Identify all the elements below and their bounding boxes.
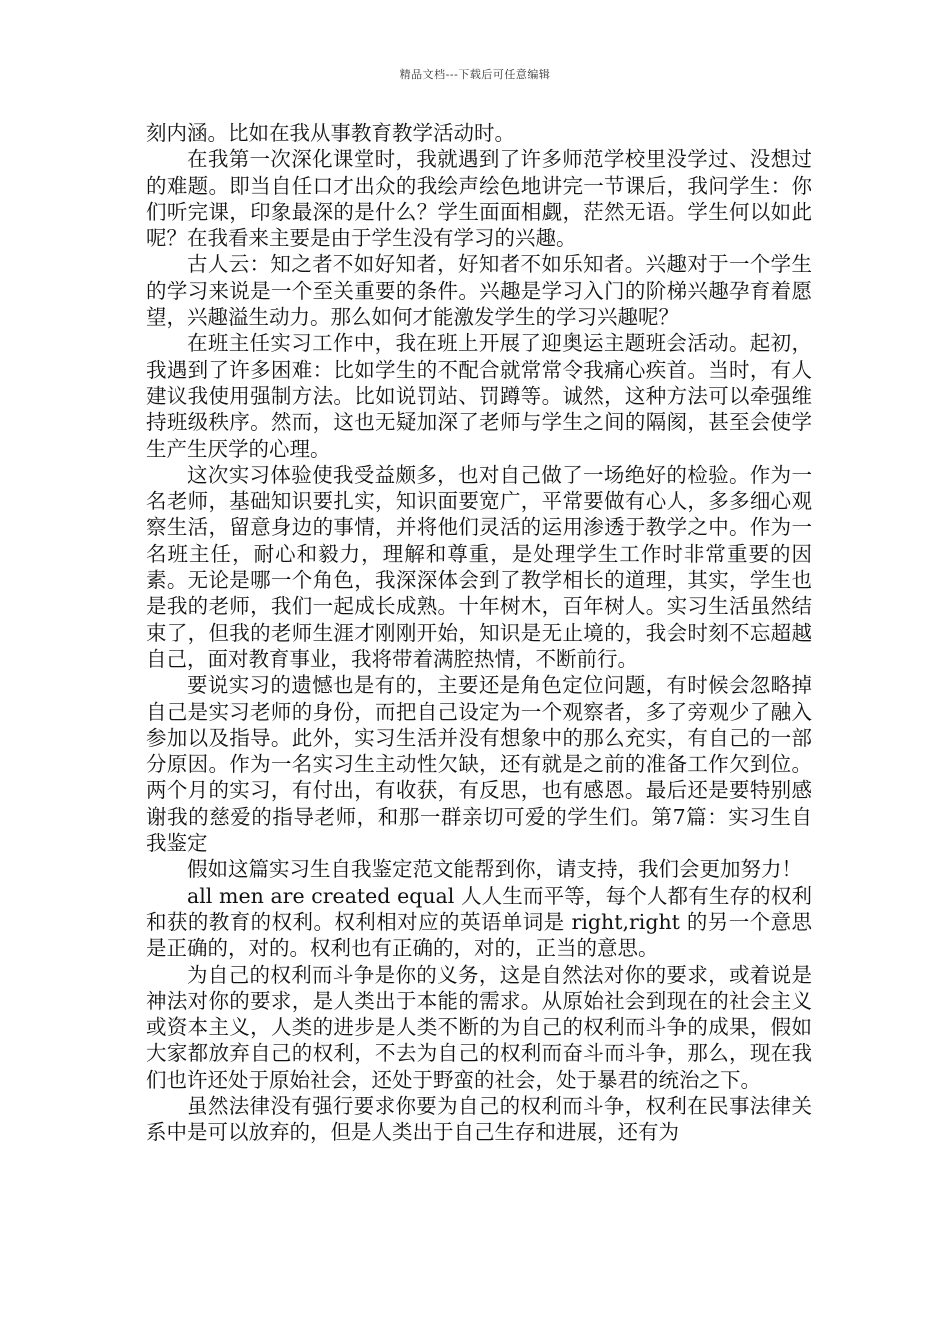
paragraph: all men are created equal 人人生而平等，每个人都有生存的权利和获的教育的权利。权利相对应的英语单词是 right,right 的另一个意思是正确的，对的。权利也有正确的，对的，正当的意思。 — [146, 883, 812, 961]
paragraph: 这次实习体验使我受益颇多，也对自己做了一场绝好的检验。作为一名老师，基础知识要扎实，知识面要宽广，平常要做有心人，多多细心观察生活，留意身边的事情，并将他们灵活的运用渗透于教学之中。作为一名班主任，耐心和毅力，理解和尊重，是处理学生工作时非常重要的因素。无论是哪一个角色，我深深体会到了教学相长的道理，其实，学生也是我的老师，我们一起成长成熟。十年树木，百年树人。实习生活虽然结束了，但我的老师生涯才刚刚开始，知识是无止境的，我会时刻不忘超越自己，面对教育事业，我将带着满腔热情，不断前行。 — [146, 462, 812, 671]
document-body — [146, 120, 812, 1146]
paragraph: 为自己的权利而斗争是你的义务，这是自然法对你的要求，或着说是神法对你的要求，是人类出于本能的需求。从原始社会到现在的社会主义或资本主义，人类的进步是人类不断的为自己的权利而斗争的成果，假如大家都放弃自己的权利，不去为自己的权利而奋斗而斗争，那么，现在我们也许还处于原始社会，还处于野蛮的社会，处于暴君的统治之下。 — [146, 962, 812, 1092]
paragraph: 刻内涵。比如在我从事教育教学活动时。 — [146, 121, 515, 145]
page-header: 精品文档---下载后可任意编辑 — [399, 68, 551, 81]
paragraph: 在我第一次深化课堂时，我就遇到了许多师范学校里没学过、没想过的难题。即当自任口才出众的我绘声绘色地讲完一节课后，我问学生：你们听完课，印象最深的是什么？学生面面相觑，茫然无语。学生何以如此呢？在我看来主要是由于学生没有学习的兴趣。 — [146, 147, 812, 251]
paragraph: 虽然法律没有强行要求你要为自己的权利而斗争，权利在民事法律关系中是可以放弃的，但是人类出于自己生存和进展，还有为 — [146, 1093, 812, 1145]
paragraph: 假如这篇实习生自我鉴定范文能帮到你，请支持，我们会更加努力！ — [187, 857, 802, 882]
paragraph: 古人云：知之者不如好知者，好知者不如乐知者。兴趣对于一个学生的学习来说是一个至关重要的条件。兴趣是学习入门的阶梯兴趣孕育着愿望，兴趣溢生动力。那么如何才能激发学生的学习兴趣呢？ — [146, 252, 812, 330]
paragraph: 在班主任实习工作中，我在班上开展了迎奥运主题班会活动。起初，我遇到了许多困难：比如学生的不配合就常常令我痛心疾首。当时，有人建议我使用强制方法。比如说罚站、罚蹲等。诚然，这种方法可以牵强维持班级秩序。然而，这也无疑加深了老师与学生之间的隔阂，甚至会使学生产生厌学的心理。 — [146, 331, 812, 461]
paragraph: 要说实习的遗憾也是有的，主要还是角色定位问题，有时候会忽略掉自己是实习老师的身份，而把自己设定为一个观察者，多了旁观少了融入参加以及指导。此外，实习生活并没有想象中的那么充实，有自己的一部分原因。作为一名实习生主动性欠缺，还有就是之前的准备工作欠到位。两个月的实习，有付出，有收获，有反思，也有感恩。最后还是要特别感谢我的慈爱的指导老师，和那一群亲切可爱的学生们。第7篇：实习生自我鉴定 — [146, 673, 812, 856]
